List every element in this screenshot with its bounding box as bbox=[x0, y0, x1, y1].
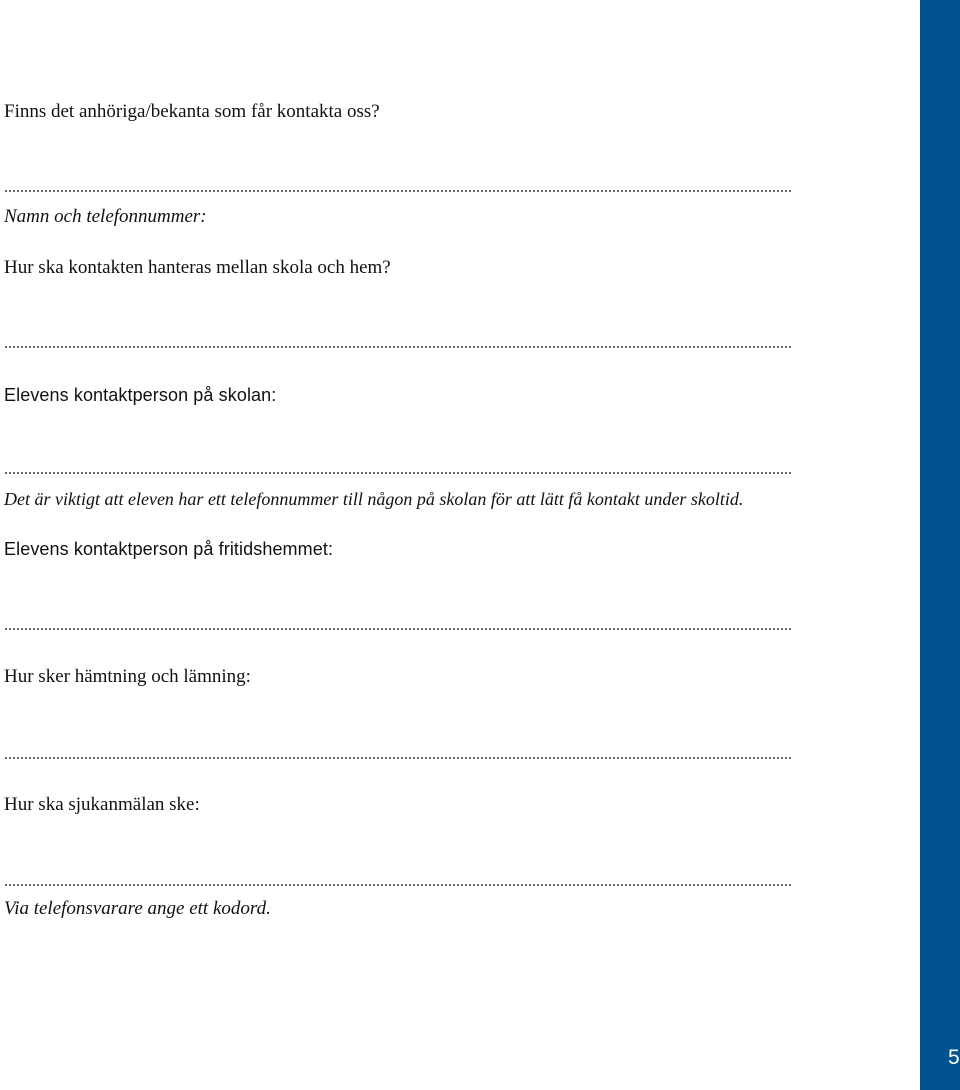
page-sidebar-bar bbox=[920, 0, 960, 1090]
answer-line-sick-report[interactable] bbox=[4, 884, 792, 886]
question-relatives: Finns det anhöriga/bekanta som får kontakta oss? bbox=[4, 101, 380, 122]
note-name-phone: Namn och telefonnummer: bbox=[4, 206, 207, 227]
question-pickup-dropoff: Hur sker hämtning och lämning: bbox=[4, 666, 251, 687]
note-phone-importance: Det är viktigt att eleven har ett telefonnummer till någon på skolan för att lätt få kontakt under skoltid. bbox=[4, 489, 744, 509]
answer-line-school-contact-person[interactable] bbox=[4, 472, 792, 474]
answer-line-afterschool-contact-person[interactable] bbox=[4, 628, 792, 630]
question-contact-school-home: Hur ska kontakten hanteras mellan skola och hem? bbox=[4, 257, 391, 278]
question-sick-report: Hur ska sjukanmälan ske: bbox=[4, 794, 200, 815]
note-answering-machine: Via telefonsvarare ange ett kodord. bbox=[4, 898, 271, 919]
answer-line-relatives[interactable] bbox=[4, 190, 792, 192]
page-number: 5 bbox=[948, 1046, 960, 1069]
answer-line-contact-school-home[interactable] bbox=[4, 346, 792, 348]
answer-line-pickup-dropoff[interactable] bbox=[4, 757, 792, 759]
question-afterschool-contact-person: Elevens kontaktperson på fritidshemmet: bbox=[4, 539, 334, 559]
question-school-contact-person: Elevens kontaktperson på skolan: bbox=[4, 385, 277, 405]
